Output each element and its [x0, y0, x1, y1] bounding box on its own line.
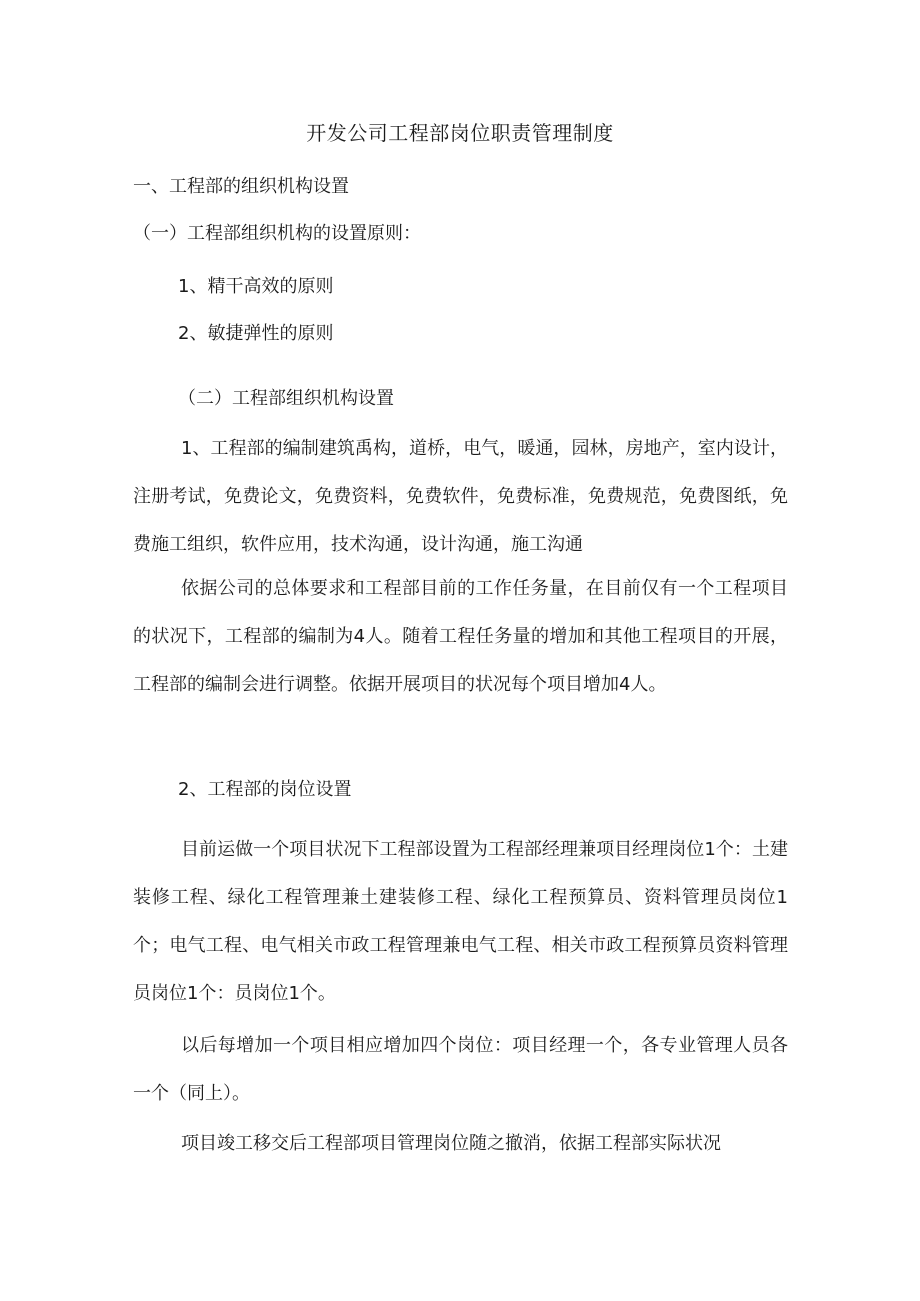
completion-paragraph — [133, 1120, 788, 1168]
section-heading: 一、工程部的组织机构设置 — [133, 176, 349, 197]
principle-item: 2、敏捷弹性的原则 — [178, 323, 334, 344]
document-title: 开发公司工程部岗位职责管理制度 — [306, 121, 614, 145]
subsection-heading: （二）工程部组织机构设置 — [178, 388, 394, 409]
paragraph-text: 目前运做一个项目状况下工程部设置为工程部经理兼项目经理岗位1个：土建装修工程、绿化工程管理兼土建装修工程、绿化工程预算员、资料管理员岗位1个；电气工程、电气相关市政工程管理兼电气工程、相关市政工程预算员资料管理员岗位1个：员岗位1个。 — [133, 839, 788, 1004]
item-heading: 2、工程部的岗位设置 — [178, 779, 352, 800]
paragraph-text: 项目竣工移交后工程部项目管理岗位随之撤消，依据工程部实际状况 — [181, 1133, 721, 1154]
requirements-paragraph — [133, 565, 788, 709]
paragraph-text: 1、工程部的编制建筑禹构，道桥，电气，暖通，园林，房地产，室内设计，注册考试，免费论文，免费资料，免费软件，免费标准，免费规范，免费图纸，免费施工组织，软件应用，技术沟通，设计沟通，施工沟通 — [133, 438, 788, 555]
principle-item: 1、精干高效的原则 — [178, 276, 334, 297]
paragraph-text: 依据公司的总体要求和工程部目前的工作任务量，在目前仅有一个工程项目的状况下，工程部的编制为4人。随着工程任务量的增加和其他工程项目的开展，工程部的编制会进行调整。依据开展项目的状况每个项目增加4人。 — [133, 578, 788, 695]
current-setup-paragraph — [133, 826, 788, 1018]
future-setup-paragraph — [133, 1022, 788, 1118]
subsection-heading: （一）工程部组织机构的设置原则： — [133, 223, 421, 244]
paragraph-text: 以后每增加一个项目相应增加四个岗位：项目经理一个，各专业管理人员各一个（同上）。 — [133, 1035, 788, 1104]
staffing-paragraph — [133, 425, 788, 569]
